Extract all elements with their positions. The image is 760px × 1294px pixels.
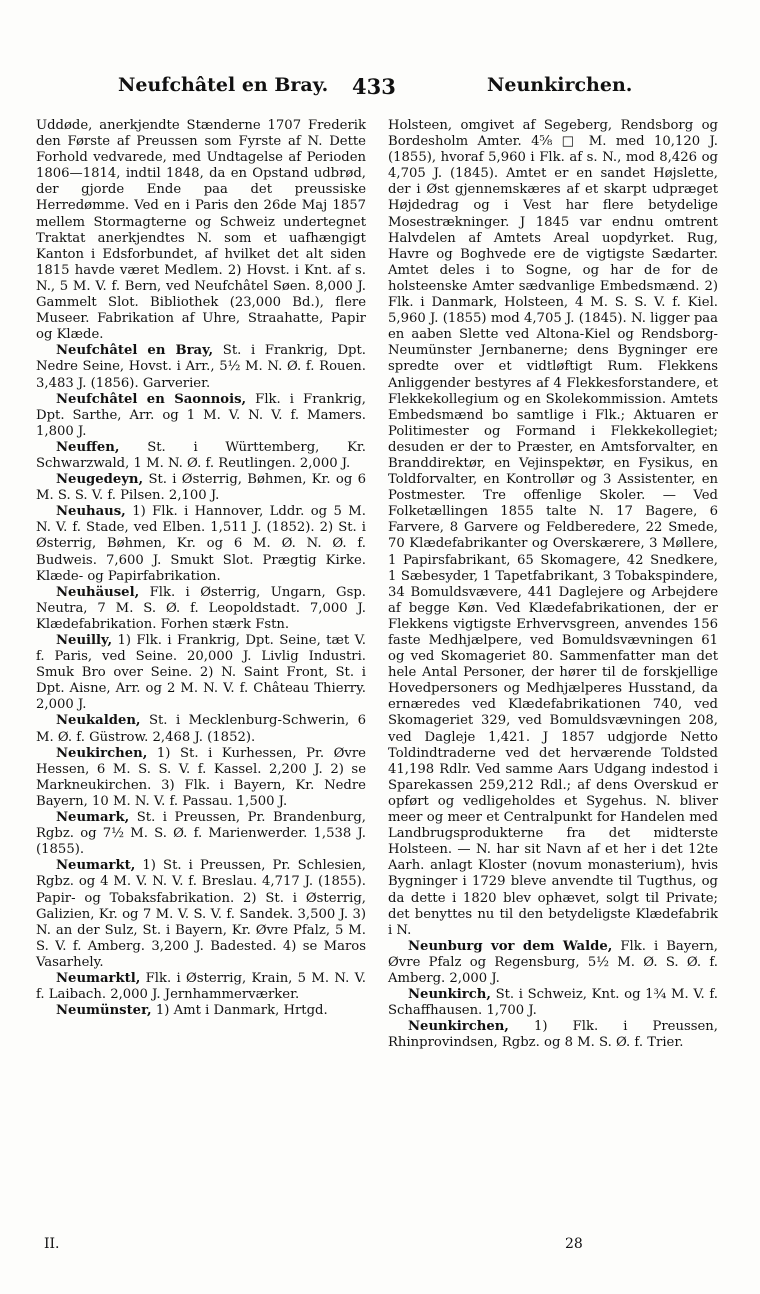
entry-headword: Neunkirchen,: [408, 1019, 509, 1035]
entry-headword: Neumarktl,: [56, 970, 141, 986]
right-column: [388, 118, 718, 1051]
entry-text: St. i Württemberg, Kr. Schwarzwald, 1 M. N. Ø. f. Reutlingen. 2,000 J.: [36, 439, 366, 471]
entry-headword: Neufchâtel en Saonnois,: [56, 391, 247, 407]
entry-text: St. i Østerrig, Bøhmen, Kr. og 6 M. S. S. V. f. Pilsen. 2,100 J.: [36, 472, 366, 504]
entry-headword: Neukirchen,: [56, 745, 148, 761]
entry-text: 1) Flk. i Preussen, Rhinprovindsen, Rgbz. og 8 M. S. Ø. f. Trier.: [388, 1019, 718, 1051]
entry-text: St. i Preussen, Pr. Brandenburg, Rgbz. og 7½ M. S. Ø. f. Marienwerder. 1,538 J. (1855).: [36, 810, 366, 858]
running-head-left: Neufchâtel en Bray.: [118, 74, 329, 96]
entry-text: 1) Flk. i Hannover, Lddr. og 5 M. N. V. f. Stade, ved Elben. 1,511 J. (1852). 2) St. i Østerrig, Bøhmen, Kr. og 6 M. Ø. N. Ø. f. Budweis. 7,600 J. Smukt Slot. Prægtig Kirke. Klæde- og Papirfabrikation.: [36, 504, 366, 584]
entry-text: 1) St. i Kurhessen, Pr. Øvre Hessen, 6 M. S. S. V. f. Kassel. 2,200 J. 2) se Markneukirchen. 3) Flk. i Bayern, Kr. Nedre Bayern, 10 M. N. V. f. Passau. 1,500 J.: [36, 745, 366, 809]
entry-headword: Neuhaus,: [56, 504, 126, 520]
dictionary-entry: [36, 585, 366, 633]
entry-text: St. i Schweiz, Knt. og 1¾ M. V. f. Schaffhausen. 1,700 J.: [388, 987, 718, 1019]
entry-text: Flk. i Bayern, Øvre Pfalz og Regensburg, 5½ M. Ø. S. Ø. f. Amberg. 2,000 J.: [388, 938, 719, 986]
entry-headword: Neumünster,: [56, 1003, 152, 1019]
dictionary-entry: [36, 392, 366, 440]
sheet-number: 28: [565, 1236, 583, 1252]
entry-headword: Neukalden,: [56, 713, 141, 729]
dictionary-entry: [36, 504, 366, 584]
entry-headword: Neufchâtel en Bray,: [56, 343, 214, 359]
dictionary-entry: [388, 118, 718, 939]
dictionary-entry: [388, 939, 718, 987]
entry-text: 1) Flk. i Frankrig, Dpt. Seine, tæt V. f. Paris, ved Seine. 20,000 J. Livlig Industri. Smuk Bro over Seine. 2) N. Saint Front, St. i Dpt. Aisne, Arr. og 2 M. N. V. f. Château Thierry. 2,000 J.: [36, 633, 366, 713]
page-number: 433: [352, 74, 396, 99]
dictionary-entry: [36, 118, 366, 343]
dictionary-entry: [36, 343, 366, 391]
entry-text: 1) Amt i Danmark, Hrtgd.: [155, 1003, 328, 1019]
dictionary-entry: [388, 1019, 718, 1051]
entry-headword: Neuhäusel,: [56, 584, 140, 600]
dictionary-entry: [36, 746, 366, 810]
entry-headword: Neumark,: [56, 810, 130, 826]
dictionary-entry: [36, 440, 366, 472]
entry-text: St. i Frankrig, Dpt. Nedre Seine, Hovst. i Arr., 5½ M. N. Ø. f. Rouen. 3,483 J. (1856). Garverier.: [36, 343, 366, 391]
dictionary-entry: [36, 472, 366, 504]
entry-text: St. i Mecklenburg-Schwerin, 6 M. Ø. f. Güstrow. 2,468 J. (1852).: [36, 713, 366, 745]
dictionary-entry: [36, 971, 366, 1003]
dictionary-entry: [36, 1003, 366, 1019]
entry-text: Flk. i Østerrig, Ungarn, Gsp. Neutra, 7 M. S. Ø. f. Leopoldstadt. 7,000 J. Klædefabrikation. Forhen stærk Fstn.: [36, 584, 366, 632]
entry-headword: Neumarkt,: [56, 858, 136, 874]
entry-headword: Neunkirch,: [408, 987, 491, 1003]
dictionary-entry: [36, 810, 366, 858]
dictionary-entry: [36, 633, 366, 713]
entry-text: Flk. i Frankrig, Dpt. Sarthe, Arr. og 1 M. V. N. V. f. Mamers. 1,800 J.: [36, 391, 366, 439]
entry-headword: Neuilly,: [56, 633, 113, 648]
entry-headword: Neunburg vor dem Walde,: [408, 938, 613, 954]
entry-text: Uddøde, anerkjendte Stænderne 1707 Frederik den Første af Preussen som Fyrste af N. Dette Forhold vedvarede, med Undtagelse af Perioden 1806—1814, indtil 1848, da en Opstand udbrød, der gjorde Ende paa det preussiske Herredømme. Ved en i Paris den 26de Maj 1857 mellem Stormagterne og Schweiz undertegnet Traktat anerkjendtes N. som et uafhængigt Kanton i Edsforbundet, af hvilket det alt siden 1815 havde været Medlem. 2) Hovst. i Knt. af s. N., 5 M. V. f. Bern, ved Neufchâtel Søen. 8,000 J. Gammelt Slot. Bibliothek (23,000 Bd.), flere Museer. Fabrikation af Uhre, Straahatte, Papir og Klæde.: [36, 118, 366, 343]
entry-text: Holsteen, omgivet af Segeberg, Rendsborg og Bordesholm Amter. 4⁵⁄₈ □ M. med 10,120 J. (1855), hvoraf 5,960 i Flk. af s. N., mod 8,426 og 4,705 J. (1845). Amtet er en sandet Højslette, der i Øst gjennemskæres af et skarpt udpræget Højdedrag og i Vest har flere betydelige Mosestrækninger. J 1845 var endnu omtrent Halvdelen af Amtets Areal uopdyrket. Rug, Havre og Boghvede ere de vigtigste Sædarter. Amtet deles i to Sogne, og har de for de holsteenske Amter sædvanlige Embedsmænd. 2) Flk. i Danmark, Holsteen, 4 M. S. S. V. f. Kiel. 5,960 J. (1855) mod 4,705 J. (1845). N. ligger paa en aaben Slette ved Altona-Kiel og Rendsborg-Neumünster Jernbanerne; dens Bygninger ere spredte over et vidtløftigt Rum. Flekkens Anliggender bestyres af 4 Flekkesforstandere, et Flekkekollegium og en Skolekommission. Amtets Embedsmænd bo samtlige i Flk.; Aktuaren er Politimester og Formand i Flekkekollegiet; desuden er der to Præster, en Amtsforvalter, en Branddirektør, en Vejinspektør, en Fysikus, en Toldforvalter, en Kontrollør og 3 Assistenter, en Postmester. Tre offenlige Skoler. — Ved Folketællingen 1855 talte N. 17 Bagere, 6 Farvere, 8 Garvere og Feldberedere, 22 Smede, 70 Klædefabrikanter og Overskærere, 3 Møllere, 1 Papirsfabrikant, 65 Skomagere, 42 Snedkere, 1 Sæbesyder, 1 Tapetfabrikant, 3 Tobakspindere, 34 Bomuldsvævere, 441 Daglejere og Arbejdere af begge Køn. Ved Klædefabrikationen, der er Flekkens vigtigste Erhvervsgreen, anvendes 156 faste Medhjælpere, ved Bomuldsvævningen 61 og ved Skomageriet 80. Sammenfatter man det hele Antal Personer, der hører til de forskjellige Hovedpersoners og Medhjælperes Husstand, da ernæredes ved Klædefabrikationen 740, ved Skomageriet 329, ved Bomuldsvævningen 208, ved Dagleje 1,421. J 1857 udgjorde Netto Toldindtraderne ved det herværende Toldsted 41,198 Rdlr. Ved samme Aars Udgang indestod i Sparekassen 259,212 Rdl.; af dens Overskud er opført og vedligeholdes et Sygehus. N. bliver meer og meer et Centralpunkt for Handelen med Landbrugsprodukterne fra det midterste Holsteen. — N. har sit Navn af et her i det 12te Aarh. anlagt Kloster (novum monasterium), hvis Bygninger i 1729 bleve anvendte til Tugthus, og da dette i 1820 blev ophævet, solgt til Private; det benyttes nu til den betydeligste Klædefabrik i N.: [388, 118, 718, 938]
dictionary-entry: [36, 858, 366, 971]
entry-text: 1) St. i Preussen, Pr. Schlesien, Rgbz. og 4 M. V. N. V. f. Breslau. 4,717 J. (1855). Papir- og Tobaksfabrikation. 2) St. i Østerrig, Galizien, Kr. og 7 M. V. S. V. f. Sandek. 3,500 J. 3) N. an der Sulz, St. i Bayern, Kr. Øvre Pfalz, 5 M. S. V. f. Amberg. 3,200 J. Badested. 4) se Maros Vasarhely.: [36, 858, 366, 970]
dictionary-entry: [388, 987, 718, 1019]
entry-headword: Neugedeyn,: [56, 472, 144, 488]
dictionary-entry: [36, 713, 366, 745]
signature-mark: II.: [44, 1236, 60, 1252]
left-column: [36, 118, 366, 1019]
running-head-right: Neunkirchen.: [487, 74, 633, 96]
entry-headword: Neuffen,: [56, 439, 120, 455]
entry-text: Flk. i Østerrig, Krain, 5 M. N. V. f. Laibach. 2,000 J. Jernhammerværker.: [36, 970, 366, 1003]
